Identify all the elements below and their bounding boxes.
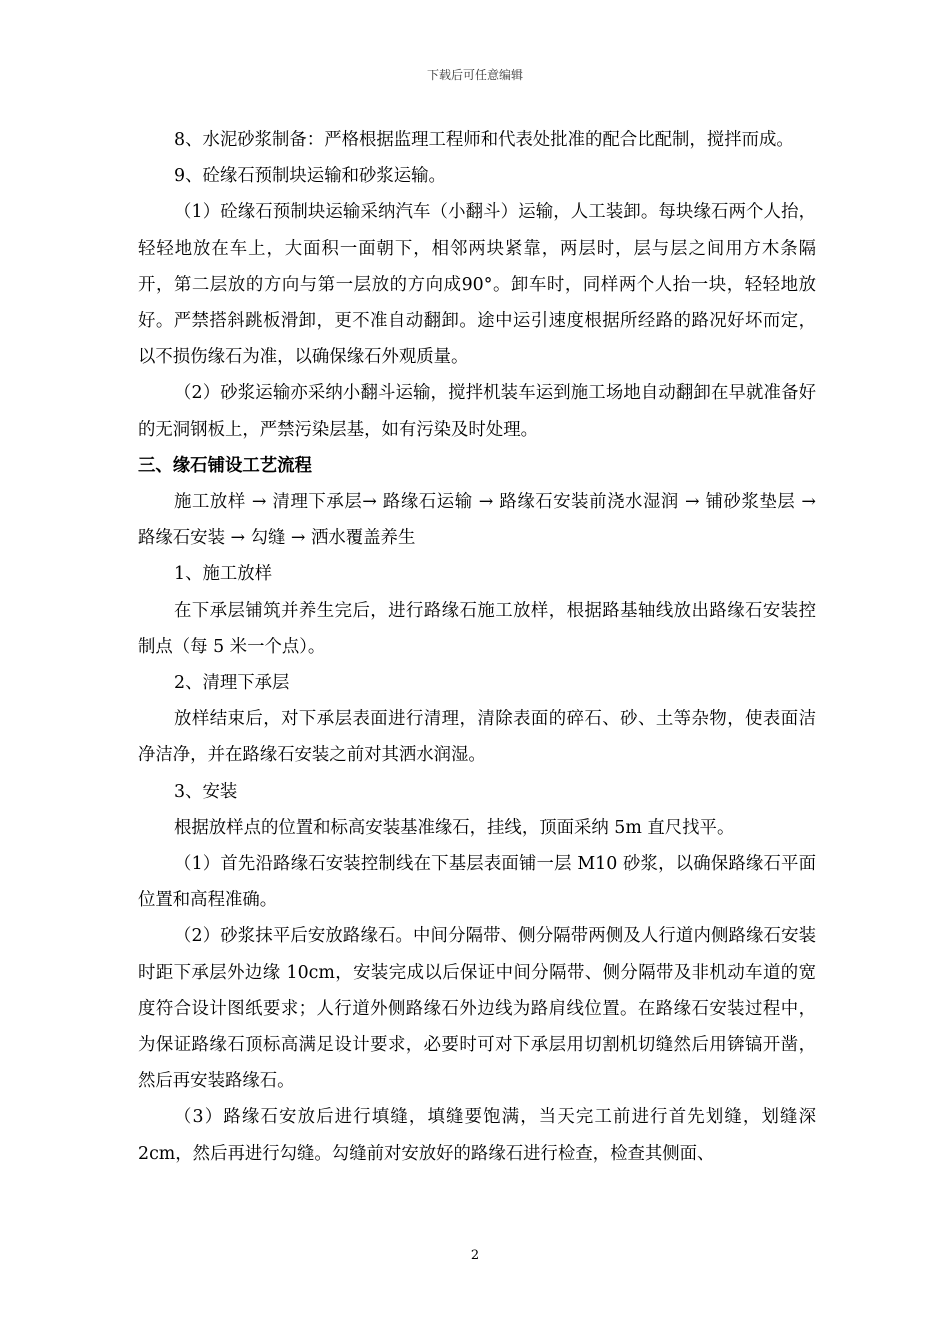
paragraph-cement-mortar: 8、水泥砂浆制备：严格根据监理工程师和代表处批准的配合比配制，搅拌而成。 <box>174 130 794 150</box>
paragraph-install-intro: 根据放样点的位置和标高安装基准缘石，挂线，顶面采纳 5m 直尺找平。 <box>174 817 735 838</box>
section-heading-process-flow: 三、缘石铺设工艺流程 <box>138 455 312 476</box>
subheading-install: 3、安装 <box>174 781 238 802</box>
paragraph-process-flow: 施工放样 → 清理下承层→ 路缘石运输 → 路缘石安装前浇水湿润 → 铺砂浆垫层 → 路缘石安装 → 勾缝 → 洒水覆盖养生 <box>138 492 816 549</box>
page-header: 下载后可任意编辑 <box>426 68 523 82</box>
document-body <box>138 122 816 1172</box>
paragraph-install-step3: （3）路缘石安放后进行填缝，填缝要饱满，当天完工前进行首先划缝，划缝深 2cm，然后再进行勾缝。勾缝前对安放好的路缘石进行检查，检查其侧面、 <box>138 1107 816 1164</box>
paragraph-layout: 在下承层铺筑并养生完后，进行路缘石施工放样，根据路基轴线放出路缘石安装控制点（每 5 米一个点）。 <box>138 600 816 657</box>
paragraph-mortar-transport: （2）砂浆运输亦采纳小翻斗运输，搅拌机装车运到施工场地自动翻卸在早就准备好的无洞钢板上，严禁污染层基，如有污染及时处理。 <box>138 383 816 440</box>
paragraph-install-step2: （2）砂浆抹平后安放路缘石。中间分隔带、侧分隔带两侧及人行道内侧路缘石安装时距下承层外边缘 10cm，安装完成以后保证中间分隔带、侧分隔带及非机动车道的宽度符合设计图纸要求；人行道外侧路缘石外边线为路肩线位置。在路缘石安装过程中，为保证路缘石顶标高满足设计要求，必要时可对下承层用切割机切缝然后用锛镐开凿，然后再安装路缘石。 <box>138 926 816 1092</box>
paragraph-transport-title: 9、砼缘石预制块运输和砂浆运输。 <box>174 166 446 187</box>
paragraph-curb-transport: （1）砼缘石预制块运输采纳汽车（小翻斗）运输，人工装卸。每块缘石两个人抬，轻轻地放在车上，大面积一面朝下，相邻两块紧靠，两层时，层与层之间用方木条隔开，第二层放的方向与第一层放的方向成90°。卸车时，同样两个人抬一块，轻轻地放好。严禁搭斜跳板滑卸，更不准自动翻卸。途中运引速度根据所经路的路况好坏而定，以不损伤缘石为准，以确保缘石外观质量。 <box>138 202 816 368</box>
paragraph-install-step1: （1）首先沿路缘石安装控制线在下基层表面铺一层 M10 砂浆，以确保路缘石平面位置和高程准确。 <box>138 854 816 911</box>
page-number: 2 <box>470 1248 480 1263</box>
subheading-clean-base: 2、清理下承层 <box>174 673 290 694</box>
subheading-layout: 1、施工放样 <box>174 564 273 585</box>
paragraph-clean-base: 放样结束后，对下承层表面进行清理，清除表面的碎石、砂、土等杂物，使表面洁净洁净，并在路缘石安装之前对其洒水润湿。 <box>138 709 816 766</box>
